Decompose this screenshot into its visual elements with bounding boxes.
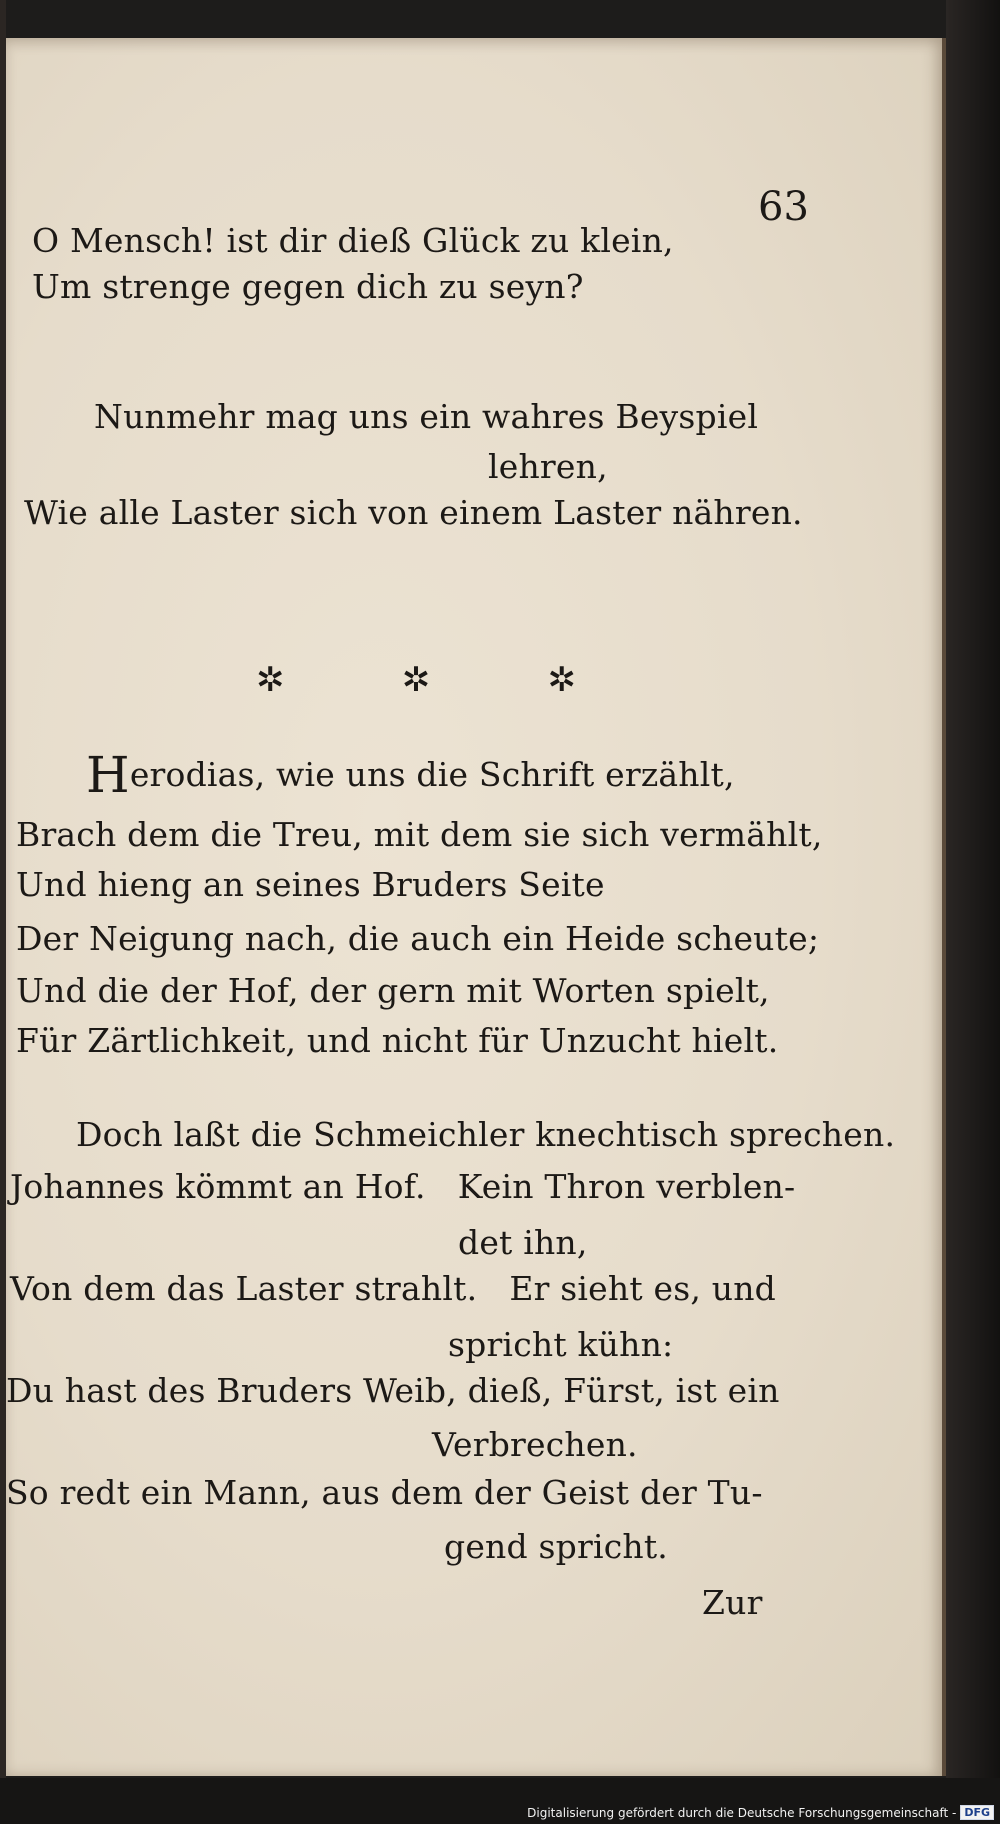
- stanza3-line6: Für Zärtlichkeit, und nicht für Unzucht hielt.: [16, 1021, 779, 1060]
- drop-cap: H: [86, 746, 130, 804]
- stanza3-line5: Und die der Hof, der gern mit Worten spielt,: [16, 971, 770, 1010]
- separator-star: ✲: [256, 660, 285, 700]
- stanza4-line5: So redt ein Mann, aus dem der Geist der Tu-: [6, 1473, 763, 1512]
- stanza3-line1-text: erodias, wie uns die Schrift erzählt,: [129, 755, 735, 794]
- stanza3-line2: Brach dem die Treu, mit dem sie sich vermählt,: [16, 815, 823, 854]
- stanza4-line4: Du hast des Bruders Weib, dieß, Fürst, ist ein: [6, 1371, 780, 1410]
- stanza4-line3: Von dem das Laster strahlt. Er sieht es, und: [10, 1269, 776, 1308]
- stanza3-line1: [86, 746, 735, 804]
- stanza3-line4: Der Neigung nach, die auch ein Heide scheute;: [16, 919, 820, 958]
- section-separator: [256, 660, 576, 700]
- separator-star: ✲: [401, 660, 431, 700]
- binding-shadow: [946, 0, 1000, 1824]
- stanza3-line3: Und hieng an seines Bruders Seite: [16, 865, 605, 904]
- stanza4-line1: Doch laßt die Schmeichler knechtisch sprechen.: [76, 1115, 896, 1154]
- stanza4-line2: Johannes kömmt an Hof. Kein Thron verblen-: [10, 1167, 796, 1206]
- page-number: 63: [758, 184, 809, 230]
- dfg-logo: DFG: [960, 1805, 994, 1820]
- stanza2-line1-cont: lehren,: [488, 447, 608, 486]
- stanza4-line4-cont: Verbrechen.: [432, 1425, 638, 1464]
- stanza4-line5-cont: gend spricht.: [444, 1527, 668, 1566]
- catchword: Zur: [702, 1583, 763, 1622]
- book-page: [6, 38, 946, 1776]
- stanza1-line1: O Mensch! ist dir dieß Glück zu klein,: [32, 221, 674, 260]
- stanza4-line2-cont: det ihn,: [458, 1223, 588, 1262]
- credit-text: Digitalisierung gefördert durch die Deutsche Forschungsgemeinschaft -: [527, 1805, 957, 1820]
- stanza1-line2: Um strenge gegen dich zu seyn?: [32, 267, 584, 306]
- stanza2-line2: Wie alle Laster sich von einem Laster nähren.: [24, 493, 803, 532]
- separator-star: ✲: [547, 660, 576, 700]
- stanza2-line1: Nunmehr mag uns ein wahres Beyspiel: [94, 397, 759, 436]
- digitization-credit: [527, 1805, 994, 1820]
- stanza4-line3-cont: spricht kühn:: [448, 1325, 674, 1364]
